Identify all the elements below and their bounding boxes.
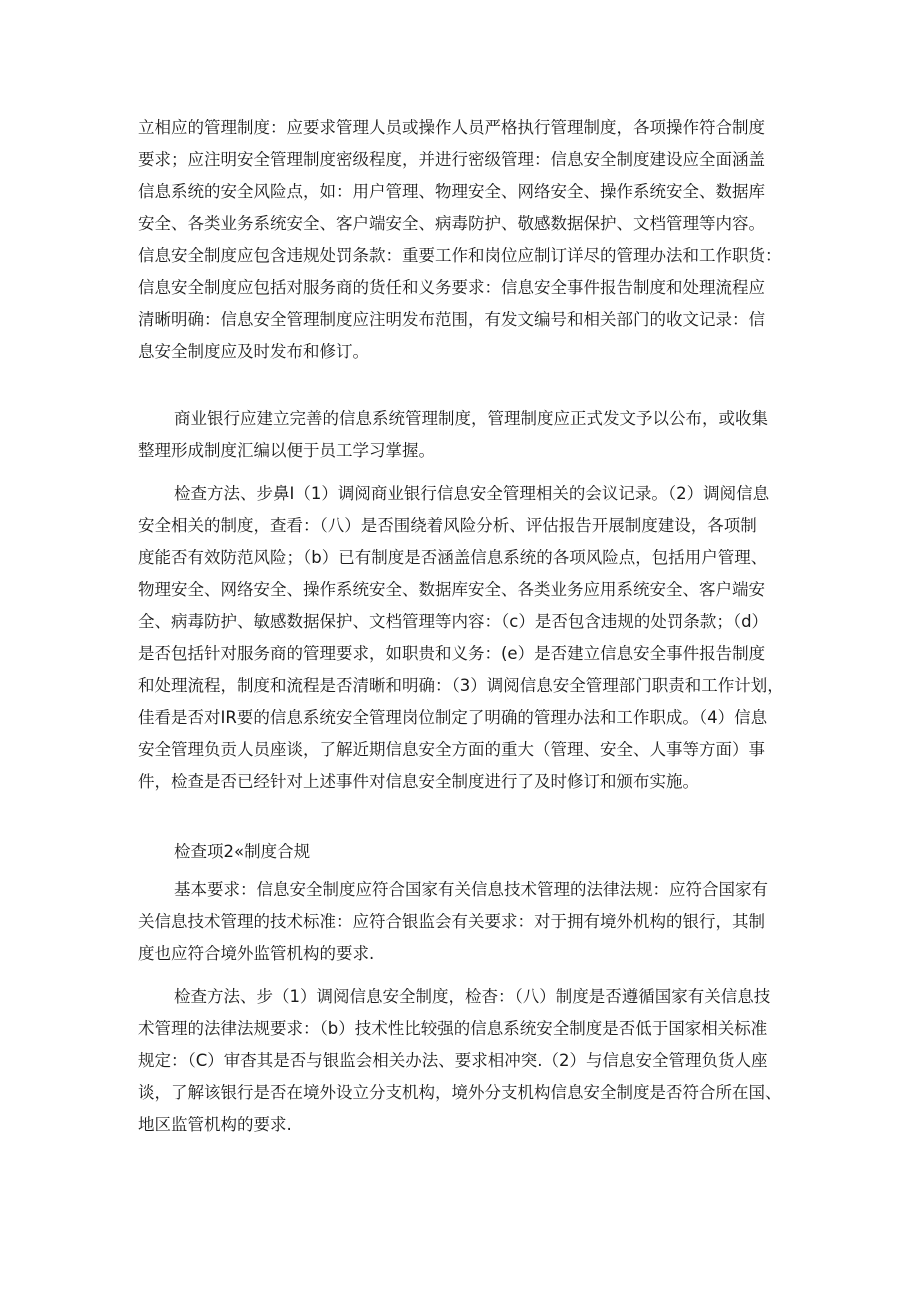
paragraph-check-method-1 bbox=[138, 478, 798, 798]
paragraph-management-requirements bbox=[138, 112, 798, 368]
text-line: 清晰明确：信息安全管理制度应注明发布范围，有发文编号和相关部门的收文记录：信 bbox=[138, 310, 765, 329]
text-line: 检查方法、步鼻I（1）调阅商业银行信息安全管理相关的会议记录。（2）调阅信息 bbox=[174, 484, 770, 503]
text-line: 地区监管机构的要求. bbox=[138, 1115, 292, 1134]
text-line: 度能否有效防范风险；（b）已有制度是否涵盖信息系统的各项风险点，包括用户管理、 bbox=[138, 548, 768, 567]
text-line: 关信息技术管理的技术标准：应符合银监会有关要求：对于拥有境外机构的银行，其制 bbox=[138, 912, 765, 931]
paragraph-check-method-2 bbox=[138, 981, 798, 1141]
text-line: 信息系统的安全风险点，如：用户管理、物理安全、网络安全、操作系统安全、数据库 bbox=[138, 182, 765, 201]
paragraph-bank-system-rules bbox=[138, 403, 798, 467]
text-line: 整理形成制度汇编以便于员工学习掌握。 bbox=[138, 441, 435, 460]
text-line: 息安全制度应及时发布和修订。 bbox=[138, 342, 369, 361]
text-line: 要求；应注明安全管理制度密级程度，并进行密级管理：信息安全制度建设应全面涵盖 bbox=[138, 150, 765, 169]
text-line: 度也应符合境外监管机构的要求. bbox=[138, 944, 375, 963]
text-line: 安全、各类业务系统安全、客户端安全、病毒防护、敬感数据保护、文档管理等内容。 bbox=[138, 214, 765, 233]
text-line: 和处理流程，制度和流程是否清晰和明确：（3）调阅信息安全管理部门职责和工作计划， bbox=[138, 676, 784, 695]
section-heading-check-item-2 bbox=[138, 836, 798, 868]
text-line: 信息安全制度应包含违规处罚条款：重要工作和岗位应制订详尽的管理办法和工作职货： bbox=[138, 246, 782, 265]
text-line: 安全管理负贡人员座谈，了解近期信息安全方面的重大（管理、安全、人事等方面）事 bbox=[138, 740, 765, 759]
text-line: 商业银行应建立完善的信息系统管理制度，管理制度应正式发文予以公布，或收集 bbox=[174, 409, 768, 428]
text-line: 立相应的管理制度：应要求管理人员或操作人员严格执行管理制度，各项操作符合制度 bbox=[138, 118, 765, 137]
text-line: 规定：（C）审杳其是否与银监会相关办法、要求相冲突.（2）与信息安全管理负货人座 bbox=[138, 1051, 768, 1070]
paragraph-basic-requirements bbox=[138, 874, 798, 970]
text-line: 安全相关的制度，查看：（八）是否围绕着风险分析、评估报告开展制度建设，各项制 bbox=[138, 516, 757, 535]
text-line: 件，检查是否已经针对上述事件对信息安全制度进行了及时修订和颁布实施。 bbox=[138, 772, 699, 791]
text-line: 基本要求：信息安全制度应符合国家有关信息技术管理的法律法规：应符合国家有 bbox=[174, 880, 768, 899]
text-line: 佳看是否对IR要的信息系统安全管理岗位制定了明确的管理办法和工作职成。（4）信息 bbox=[138, 708, 768, 727]
text-line: 术管理的法律法规要求：（b）技术性比较强的信息系统安全制度是否低于国家相关标准 bbox=[138, 1019, 768, 1038]
text-line: 谈，了解该银行是否在境外设立分支机构，境外分支机构信息安全制度是否符合所在国、 bbox=[138, 1083, 782, 1102]
section-heading: 检查项2«制度合规 bbox=[174, 842, 311, 861]
text-line: 信息安全制度应包括对服务商的货任和义务要求：信息安全事件报告制度和处理流程应 bbox=[138, 278, 765, 297]
text-line: 是否包括针对服务商的管理要求，如职贵和义务：(e）是否建立信息安全事件报告制度 bbox=[138, 644, 766, 663]
text-line: 检查方法、步（1）调阅信息安全制度，检杳：（八）制度是否遵循国家有关信息技 bbox=[174, 987, 771, 1006]
text-line: 物理安全、网络安全、操作系统安全、数据库安全、各类业务应用系统安全、客户端安 bbox=[138, 580, 765, 599]
text-line: 全、病毒防护、敏感数据保护、文档管理等内容：（c）是否包含违规的处罚条款；（d） bbox=[138, 612, 769, 631]
